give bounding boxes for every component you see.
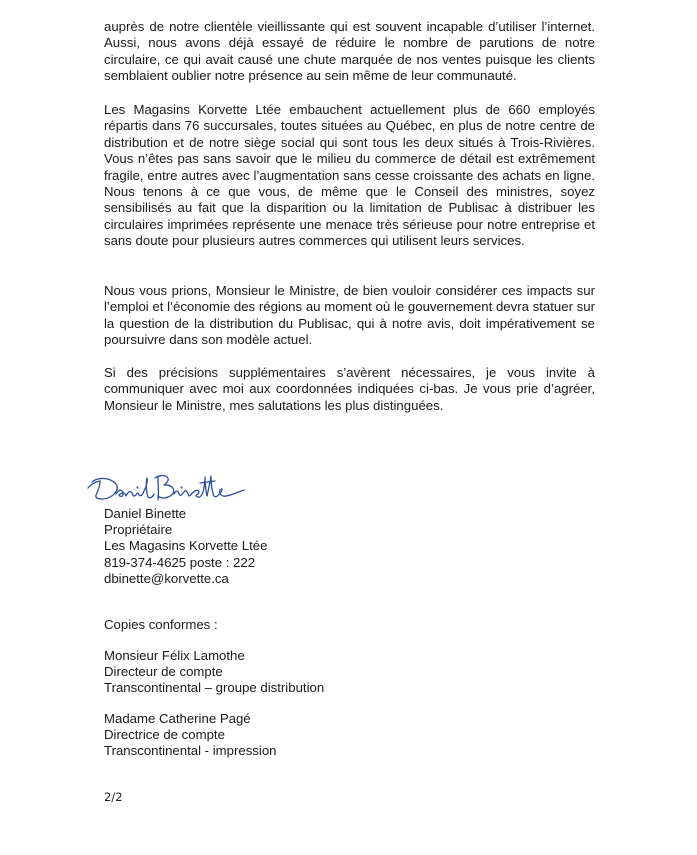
- sender-block: [104, 506, 267, 587]
- sender-name: Daniel Binette: [104, 506, 187, 521]
- recipient-role: Directeur de compte: [104, 664, 223, 680]
- recipient-org: Transcontinental - impression: [104, 743, 277, 759]
- sender-title: Propriétaire: [104, 522, 173, 538]
- recipient-role: Directrice de compte: [104, 727, 225, 743]
- sender-email: dbinette@korvette.ca: [104, 570, 229, 586]
- recipient-org: Transcontinental – groupe distribution: [104, 680, 325, 696]
- handwritten-signature: [86, 468, 246, 508]
- recipient-name: Madame Catherine Pagé: [104, 711, 251, 726]
- paragraph-request: Nous vous prions, Monsieur le Ministre, de bien vouloir considérer ces impacts sur l’emploi et l’économie des régions au moment où le gouvernement devra statuer sur la question de la distribution du Publisac, qui à notre avis, doit impérativement se poursuivre dans son modèle actuel.: [104, 283, 595, 348]
- copy-recipient-2: [104, 711, 277, 760]
- paragraph-clientele: auprès de notre clientèle vieillissante qui est souvent incapable d’utiliser l’internet. Aussi, nous avons déjà essayé de réduire le nombre de parutions de notre circulaire, ce qui avait causé une chute marquée de nos ventes puisque les clients semblaient oublier notre présence au sein même de leur communauté.: [104, 19, 595, 84]
- paragraph-employees: Les Magasins Korvette Ltée embauchent actuellement plus de 660 employés répartis dans 76 succursales, toutes situées au Québec, en plus de notre centre de distribution et de notre siège social qui sont tous les deux situés à Trois-Rivières. Vous n’êtes pas sans savoir que le milieu du commerce de détail est extrêmement fragile, entre autres avec l’augmentation sans cesse croissante des achats en ligne. Nous tenons à ce que vous, de même que le Conseil des ministres, soyez sensibilisés au fait que la disparition ou la limitation de Publisac à distribuer les circulaires imprimées représente une menace très sérieuse pour notre entreprise et sans doute pour plusieurs autres commerces qui utilisent leurs services.: [104, 102, 595, 249]
- sender-phone: 819-374-4625 poste : 222: [104, 554, 256, 570]
- paragraph-closing: Si des précisions supplémentaires s’avèrent nécessaires, je vous invite à communiquer avec moi aux coordonnées indiquées ci-bas. Je vous prie d’agréer, Monsieur le Ministre, mes salutations les plus distinguées.: [104, 365, 595, 413]
- recipient-name: Monsieur Félix Lamothe: [104, 648, 245, 663]
- page-number: 2/2: [104, 790, 123, 804]
- copies-heading: Copies conformes :: [104, 617, 218, 632]
- sender-company: Les Magasins Korvette Ltée: [104, 538, 268, 554]
- copy-recipient-1: [104, 648, 324, 697]
